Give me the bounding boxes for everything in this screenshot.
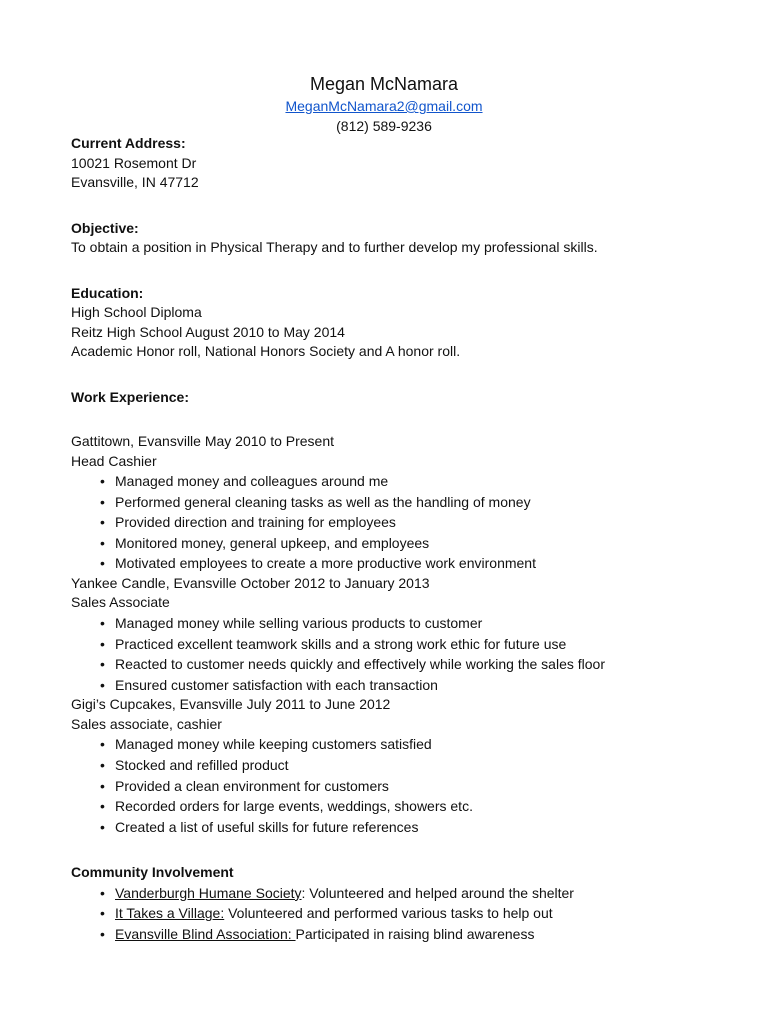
job-title: Head Cashier xyxy=(71,452,157,469)
duty-text: Reacted to customer needs quickly and effectively while working the sales floor xyxy=(115,656,605,673)
job-duties-list xyxy=(71,471,721,574)
duty-text: Recorded orders for large events, weddings, showers etc. xyxy=(115,798,473,815)
education-line: High School Diploma xyxy=(71,304,202,320)
work-experience-heading: Work Experience: xyxy=(71,388,190,405)
duty-text: Practiced excellent teamwork skills and a strong work ethic for future use xyxy=(115,635,567,652)
candidate-name: Megan McNamara xyxy=(309,74,459,94)
list-item xyxy=(100,796,721,817)
resume-header xyxy=(0,72,768,136)
list-item xyxy=(100,533,721,554)
bullet-icon: • xyxy=(100,493,105,510)
duty-text: Stocked and refilled product xyxy=(115,756,289,773)
duty-text: Managed money and colleagues around me xyxy=(115,473,389,489)
address-line-1: 10021 Rosemont Dr xyxy=(71,154,197,171)
bullet-icon: • xyxy=(100,798,105,815)
phone-number: (812) 589-9236 xyxy=(336,118,432,134)
bullet-icon: • xyxy=(100,635,105,652)
address-line-2: Evansville, IN 47712 xyxy=(71,174,199,190)
list-item xyxy=(100,776,721,797)
job-employer: Gigi’s Cupcakes, Evansville July 2011 to June 2012 xyxy=(71,696,391,713)
list-item xyxy=(100,883,721,904)
list-item xyxy=(100,634,721,655)
job-duties-list xyxy=(71,613,721,695)
involvement-text: Volunteered and helped around the shelter xyxy=(305,884,574,901)
education-line: Academic Honor roll, National Honors Society and A honor roll. xyxy=(71,343,461,359)
duty-text: Monitored money, general upkeep, and employees xyxy=(115,534,430,551)
list-item xyxy=(100,903,721,924)
bullet-icon: • xyxy=(100,514,105,531)
list-item xyxy=(100,924,721,945)
organization-link[interactable]: It Takes a Village: xyxy=(115,905,225,922)
job-employer: Gattitown, Evansville May 2010 to Present xyxy=(71,433,335,449)
bullet-icon: • xyxy=(100,656,105,673)
bullet-icon: • xyxy=(100,905,105,922)
job-employer: Yankee Candle, Evansville October 2012 to January 2013 xyxy=(71,574,430,591)
objective-text: To obtain a position in Physical Therapy and to further develop my professional skills. xyxy=(71,239,598,255)
list-item xyxy=(100,553,721,574)
separator-text: : xyxy=(301,884,306,901)
bullet-icon: • xyxy=(100,555,105,572)
list-item xyxy=(100,471,721,492)
involvement-text: Participated in raising blind awareness xyxy=(295,926,535,942)
education-line: Reitz High School August 2010 to May 2014 xyxy=(71,323,345,340)
list-item xyxy=(100,734,721,755)
bullet-icon: • xyxy=(100,534,105,551)
list-item xyxy=(100,512,721,533)
bullet-icon: • xyxy=(100,777,105,794)
bullet-icon: • xyxy=(100,756,105,773)
duty-text: Created a list of useful skills for future references xyxy=(115,818,419,835)
duty-text: Managed money while selling various products to customer xyxy=(115,614,483,631)
list-item xyxy=(100,492,721,513)
list-item xyxy=(100,817,721,838)
bullet-icon: • xyxy=(100,818,105,835)
job-duties-list xyxy=(71,734,721,837)
bullet-icon: • xyxy=(100,676,105,693)
job-title: Sales associate, cashier xyxy=(71,715,222,732)
duty-text: Provided a clean environment for customers xyxy=(115,777,389,794)
bullet-icon: • xyxy=(100,884,105,901)
duty-text: Motivated employees to create a more productive work environment xyxy=(115,555,536,572)
bullet-icon: • xyxy=(100,473,105,489)
list-item xyxy=(100,654,721,675)
duty-text: Performed general cleaning tasks as well as the handling of money xyxy=(115,493,531,510)
duty-text: Managed money while keeping customers satisfied xyxy=(115,736,432,753)
organization-link[interactable]: Vanderburgh Humane Society xyxy=(115,884,302,901)
bullet-icon: • xyxy=(100,614,105,631)
duty-text: Ensured customer satisfaction with each transaction xyxy=(115,676,438,693)
bullet-icon: • xyxy=(100,736,105,753)
list-item xyxy=(100,613,721,634)
duty-text: Provided direction and training for employees xyxy=(115,514,396,531)
organization-link[interactable]: Evansville Blind Association: xyxy=(115,926,296,942)
list-item xyxy=(100,675,721,696)
education-heading: Education: xyxy=(71,284,144,301)
list-item xyxy=(100,755,721,776)
resume-body xyxy=(71,134,721,945)
address-heading: Current Address: xyxy=(71,135,186,151)
bullet-icon: • xyxy=(100,926,105,942)
job-title: Sales Associate xyxy=(71,594,170,611)
community-heading: Community Involvement xyxy=(71,864,234,881)
community-list xyxy=(71,883,721,945)
involvement-text: Volunteered and performed various tasks to help out xyxy=(224,905,553,922)
objective-heading: Objective: xyxy=(71,219,139,236)
email-link[interactable]: MeganMcNamara2@gmail.com xyxy=(285,98,483,114)
